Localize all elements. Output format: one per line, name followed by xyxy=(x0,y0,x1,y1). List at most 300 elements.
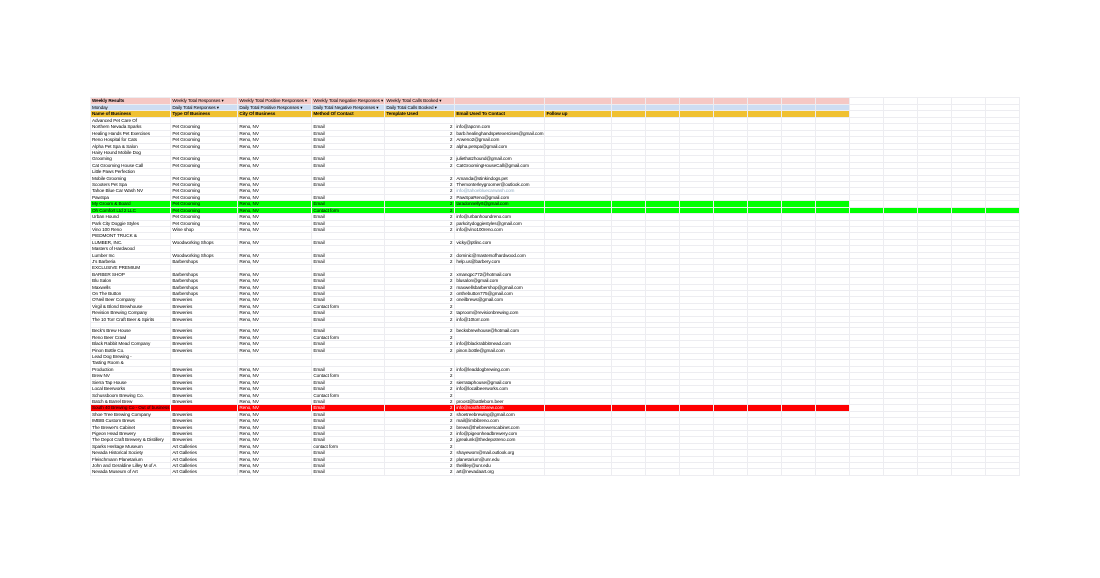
cell-method[interactable]: Email xyxy=(312,456,385,462)
cell-type[interactable]: Breweries xyxy=(171,303,238,309)
cell-type[interactable]: Art Galleries xyxy=(171,469,238,475)
cell-name[interactable]: Fleischmann Planetarium xyxy=(91,456,171,462)
cell-city[interactable]: Reno, NV xyxy=(238,271,312,277)
cell-type[interactable]: Barbershops xyxy=(171,271,238,277)
cell-type[interactable]: Art Galleries xyxy=(171,462,238,468)
cell-method[interactable]: Email xyxy=(312,182,385,188)
cell-email[interactable]: info@blackrabbitmead.com xyxy=(455,341,545,347)
cell-method[interactable]: Email xyxy=(312,201,385,207)
cell-name[interactable]: Vino 100 Reno xyxy=(91,226,171,232)
cell-method[interactable]: Email xyxy=(312,239,385,245)
cell-type[interactable]: Breweries xyxy=(171,341,238,347)
cell-method[interactable]: Email xyxy=(312,162,385,168)
cell-type[interactable]: Breweries xyxy=(171,386,238,392)
cell-empty[interactable] xyxy=(646,111,680,118)
cell-email[interactable]: info@urbanhoundreno.com xyxy=(455,214,545,220)
cell-city[interactable]: Reno, NV xyxy=(238,162,312,168)
cell-empty[interactable] xyxy=(850,469,884,475)
cell-email[interactable]: dominic@mastersofhardwood.com xyxy=(455,252,545,258)
cell-method[interactable]: Email xyxy=(312,252,385,258)
cell-email[interactable]: xmanqpc772@hotmail.com xyxy=(455,271,545,277)
cell-type[interactable]: Breweries xyxy=(171,297,238,303)
cell-name[interactable]: Healing Hands Pet Exercises xyxy=(91,130,171,136)
cell-name[interactable]: PawSpa xyxy=(91,194,171,200)
cell-city[interactable]: Reno, NV xyxy=(238,316,312,322)
cell-template[interactable]: 2 xyxy=(385,398,455,404)
cell-email[interactable]: proost@battleborn.beer xyxy=(455,398,545,404)
cell-empty[interactable] xyxy=(714,469,748,475)
cell-type[interactable]: Breweries xyxy=(171,310,238,316)
cell-template[interactable]: 2 xyxy=(385,456,455,462)
cell-method[interactable]: Contact form xyxy=(312,373,385,379)
cell-city[interactable]: Reno, NV xyxy=(238,214,312,220)
cell-city[interactable]: Reno, NV xyxy=(238,418,312,424)
cell-city[interactable]: Reno, NV xyxy=(238,137,312,143)
cell-method[interactable]: Method Of Contact xyxy=(312,111,385,118)
cell-empty[interactable] xyxy=(816,111,850,118)
cell-method[interactable]: Daily Total Negative Responses ▾ xyxy=(312,104,385,111)
cell-method[interactable]: Contact form xyxy=(312,392,385,398)
cell-email[interactable]: alpha.petspa@gmail.com xyxy=(455,143,545,149)
cell-template[interactable]: 2 xyxy=(385,201,455,207)
cell-city[interactable]: Reno, NV xyxy=(238,310,312,316)
cell-city[interactable]: Reno, NV xyxy=(238,297,312,303)
cell-method[interactable]: Email xyxy=(312,316,385,322)
cell-name[interactable]: Name of Business xyxy=(91,111,171,118)
cell-type[interactable]: Pet Grooming xyxy=(171,175,238,181)
cell-empty[interactable] xyxy=(918,469,952,475)
cell-name[interactable]: Beck's Brew House xyxy=(91,328,171,334)
cell-city[interactable]: Reno, NV xyxy=(238,469,312,475)
cell-empty[interactable] xyxy=(884,111,918,118)
cell-name[interactable]: My Groom & Board xyxy=(91,201,171,207)
cell-template[interactable]: 2 xyxy=(385,137,455,143)
cell-template[interactable]: 2 xyxy=(385,462,455,468)
cell-type[interactable]: Woodworking Shops xyxy=(171,239,238,245)
cell-template[interactable]: 2 xyxy=(385,220,455,226)
cell-type[interactable]: Pet Grooming xyxy=(171,124,238,130)
cell-email[interactable]: Arweno2@gmail.com xyxy=(455,137,545,143)
cell-template[interactable]: 2 xyxy=(385,341,455,347)
cell-template[interactable]: 2 xyxy=(385,130,455,136)
cell-email[interactable]: shayewom@mail.outlook.org xyxy=(455,450,545,456)
cell-template[interactable]: Weekly Total Calls Booked ▾ xyxy=(385,98,455,105)
cell-name[interactable]: J's Barberia xyxy=(91,258,171,264)
cell-name[interactable]: IMBIB Custom Brews xyxy=(91,418,171,424)
cell-empty[interactable] xyxy=(850,111,884,118)
cell-email[interactable]: maxwellsbarbershop@gmail.com xyxy=(455,284,545,290)
cell-city[interactable]: Reno, NV xyxy=(238,201,312,207)
cell-method[interactable]: Contact form xyxy=(312,207,385,213)
cell-email[interactable]: shoetreebrewing@gmail.com xyxy=(455,411,545,417)
cell-type[interactable]: Pet Grooming xyxy=(171,156,238,162)
cell-email[interactable]: juliethatzhound@gmail.com xyxy=(455,156,545,162)
cell-empty[interactable] xyxy=(714,111,748,118)
cell-city[interactable]: Reno, NV xyxy=(238,182,312,188)
cell-method[interactable]: Email xyxy=(312,379,385,385)
cell-name[interactable]: PIEDMONT TRUCK & xyxy=(91,233,171,239)
cell-template[interactable]: 2 xyxy=(385,392,455,398)
cell-email[interactable]: CatGroomingHouseCall@gmail.com xyxy=(455,162,545,168)
cell-type[interactable]: Art Galleries xyxy=(171,450,238,456)
cell-city[interactable]: Reno, NV xyxy=(238,284,312,290)
cell-empty[interactable] xyxy=(680,111,714,118)
cell-email[interactable]: info@pigeonheadbrewery.com xyxy=(455,430,545,436)
cell-template[interactable]: 2 xyxy=(385,334,455,340)
cell-empty[interactable] xyxy=(816,469,850,475)
cell-template[interactable]: 2 xyxy=(385,194,455,200)
cell-city[interactable]: Reno, NV xyxy=(238,175,312,181)
cell-type[interactable]: Barbershops xyxy=(171,290,238,296)
cell-method[interactable]: Email xyxy=(312,430,385,436)
cell-method[interactable]: Contact form xyxy=(312,334,385,340)
cell-type[interactable]: Pet Grooming xyxy=(171,188,238,194)
cell-name[interactable]: Blu Salon xyxy=(91,278,171,284)
cell-type[interactable]: Pet Grooming xyxy=(171,207,238,213)
cell-name[interactable]: Lumber Inc xyxy=(91,252,171,258)
cell-empty[interactable] xyxy=(646,469,680,475)
cell-email[interactable]: jgrealunk@thedepotreno.com xyxy=(455,437,545,443)
cell-name[interactable]: John and Geraldine Lilley M of A xyxy=(91,462,171,468)
cell-method[interactable]: Email xyxy=(312,437,385,443)
cell-template[interactable]: 2 xyxy=(385,411,455,417)
cell-city[interactable]: Reno, NV xyxy=(238,278,312,284)
cell-name[interactable]: Sparks Heritage Museum xyxy=(91,443,171,449)
cell-city[interactable]: Reno, NV xyxy=(238,366,312,372)
cell-name[interactable]: Grooming xyxy=(91,156,171,162)
cell-template[interactable]: 2 xyxy=(385,379,455,385)
cell-name[interactable]: Hairy Hound Mobile Dog xyxy=(91,150,171,156)
cell-type[interactable]: Breweries xyxy=(171,316,238,322)
cell-type[interactable]: Woodworking Shops xyxy=(171,252,238,258)
cell-template[interactable]: 2 xyxy=(385,366,455,372)
cell-template[interactable]: 2 xyxy=(385,437,455,443)
cell-city[interactable]: Reno, NV xyxy=(238,392,312,398)
cell-name[interactable]: Tasting Room & xyxy=(91,360,171,366)
cell-template[interactable]: 2 xyxy=(385,373,455,379)
cell-type[interactable]: Breweries xyxy=(171,373,238,379)
cell-method[interactable]: Email xyxy=(312,418,385,424)
cell-template[interactable]: 2 xyxy=(385,207,455,213)
cell-type[interactable]: Breweries xyxy=(171,334,238,340)
cell-type[interactable]: Breweries xyxy=(171,366,238,372)
cell-method[interactable]: Email xyxy=(312,405,385,411)
cell-email[interactable]: taproom@revisionbrewing.com xyxy=(455,310,545,316)
cell-name[interactable]: Cat Grooming House Call xyxy=(91,162,171,168)
cell-template[interactable]: 2 xyxy=(385,124,455,130)
cell-email[interactable]: brews@thebrewerscabinet.com xyxy=(455,424,545,430)
cell-city[interactable]: Reno, NV xyxy=(238,303,312,309)
cell-city[interactable]: Reno, NV xyxy=(238,130,312,136)
cell-email[interactable]: onthebutton775@gmail.com xyxy=(455,290,545,296)
cell-city[interactable]: Reno, NV xyxy=(238,252,312,258)
cell-name[interactable]: Reno Hospital for Cats xyxy=(91,137,171,143)
cell-name[interactable]: Monday xyxy=(91,104,171,111)
cell-name[interactable]: Park City Doggie Styles xyxy=(91,220,171,226)
cell-type[interactable]: Pet Grooming xyxy=(171,182,238,188)
cell-method[interactable]: Email xyxy=(312,220,385,226)
cell-template[interactable]: 2 xyxy=(385,258,455,264)
cell-method[interactable]: Weekly Total Negative Responses ▾ xyxy=(313,98,384,104)
cell-name[interactable]: The Depot Craft Brewery & Distillery xyxy=(91,437,171,443)
cell-method[interactable]: Email xyxy=(312,398,385,404)
cell-name[interactable]: Sierra Tap House xyxy=(91,379,171,385)
cell-empty[interactable] xyxy=(782,469,816,475)
cell-method[interactable]: Email xyxy=(312,328,385,334)
cell-empty[interactable] xyxy=(782,111,816,118)
cell-method[interactable]: Email xyxy=(312,194,385,200)
cell-city[interactable]: Reno, NV xyxy=(238,143,312,149)
cell-method[interactable]: Email xyxy=(312,469,385,475)
cell-type[interactable]: Pet Grooming xyxy=(171,220,238,226)
cell-type[interactable]: Breweries xyxy=(171,411,238,417)
cell-empty[interactable] xyxy=(612,469,646,475)
cell-type[interactable]: Daily Total Responses ▾ xyxy=(171,104,238,111)
cell-name[interactable]: Mobile Grooming xyxy=(91,175,171,181)
cell-city[interactable]: Reno, NV xyxy=(238,156,312,162)
cell-method[interactable]: Email xyxy=(312,341,385,347)
cell-name[interactable]: Local Beerworks xyxy=(91,386,171,392)
cell-type[interactable]: Wine shop xyxy=(171,226,238,232)
cell-city[interactable]: Reno, NV xyxy=(238,334,312,340)
cell-city[interactable]: Reno, NV xyxy=(238,443,312,449)
cell-method[interactable]: Email xyxy=(312,175,385,181)
cell-city[interactable]: Reno, NV xyxy=(238,226,312,232)
cell-type[interactable]: Pet Grooming xyxy=(171,194,238,200)
cell-city[interactable]: Reno, NV xyxy=(238,290,312,296)
cell-type[interactable]: Breweries xyxy=(171,379,238,385)
cell-email[interactable]: sierrataphouse@gmail.com xyxy=(455,379,545,385)
cell-template[interactable]: 2 xyxy=(385,271,455,277)
cell-template[interactable]: 2 xyxy=(385,386,455,392)
cell-name[interactable]: Revision Brewing Company xyxy=(91,310,171,316)
cell-name[interactable]: O'Neil Beer Company xyxy=(91,297,171,303)
cell-method[interactable]: Contact form xyxy=(312,303,385,309)
cell-email[interactable]: info@apcnn.com xyxy=(455,124,545,130)
cell-email[interactable]: info@10torr.com xyxy=(455,316,545,322)
cell-city[interactable]: Weekly Total Positive Responses ▾ xyxy=(238,98,312,105)
cell-name[interactable]: EXCLUSIVE PREMIUM xyxy=(91,265,171,271)
cell-method[interactable]: Email xyxy=(312,462,385,468)
cell-name[interactable]: Northern Nevada Sparks xyxy=(91,124,171,130)
cell-template[interactable]: 2 xyxy=(385,450,455,456)
cell-city[interactable]: Reno, NV xyxy=(238,258,312,264)
cell-method[interactable]: Email xyxy=(312,156,385,162)
cell-email[interactable]: mail@imbibreno.com xyxy=(455,418,545,424)
cell-email[interactable]: taradonnellyrt@gmail.com xyxy=(455,201,545,207)
cell-name[interactable]: Nevada Historical Society xyxy=(91,450,171,456)
cell-name[interactable]: Maxwells xyxy=(91,284,171,290)
cell-city[interactable]: Reno, NV xyxy=(238,341,312,347)
cell-name[interactable]: On The Button xyxy=(91,290,171,296)
cell-name[interactable]: South 40 Brewing Co - Out of business xyxy=(92,405,170,411)
cell-method[interactable]: Email xyxy=(312,450,385,456)
cell-email[interactable]: Themonterleygroomer@outlook.com xyxy=(455,182,545,188)
cell-city[interactable]: Reno, NV xyxy=(238,373,312,379)
cell-template[interactable]: Daily Total Calls Booked ▾ xyxy=(385,104,455,111)
cell-empty[interactable] xyxy=(748,111,782,118)
cell-empty[interactable] xyxy=(748,469,782,475)
cell-empty[interactable] xyxy=(884,469,918,475)
cell-name[interactable]: Lead Dog Brewing - xyxy=(91,354,171,360)
cell-name[interactable]: Production xyxy=(91,366,171,372)
cell-city[interactable]: Reno, NV xyxy=(238,207,312,213)
cell-name[interactable]: Alpha Pet Spa & Salon xyxy=(91,143,171,149)
cell-email[interactable]: vicky@ptlinc.com xyxy=(455,239,545,245)
cell-email[interactable]: PawSpaReno@gmail.com xyxy=(455,194,545,200)
cell-name[interactable]: Little Paws Perfection xyxy=(91,169,171,175)
cell-type[interactable]: Pet Grooming xyxy=(171,214,238,220)
cell-city[interactable]: Reno, NV xyxy=(238,462,312,468)
cell-template[interactable]: 2 xyxy=(385,175,455,181)
cell-email[interactable]: barb.healinghandspetexercises@gmail.com xyxy=(456,130,544,136)
cell-template[interactable]: 2 xyxy=(385,430,455,436)
cell-method[interactable]: Email xyxy=(312,214,385,220)
cell-email[interactable]: planetarium@unr.edu xyxy=(455,456,545,462)
cell-template[interactable]: 2 xyxy=(385,303,455,309)
cell-template[interactable]: 2 xyxy=(385,297,455,303)
cell-method[interactable]: Email xyxy=(312,137,385,143)
cell-city[interactable]: Reno, NV xyxy=(238,328,312,334)
cell-followup[interactable]: Follow up xyxy=(545,111,612,118)
cell-email[interactable]: Amanda@stinkindogs.pet xyxy=(455,175,545,181)
cell-city[interactable]: Daily Total Positive Responses ▾ xyxy=(238,104,312,111)
cell-method[interactable]: Email xyxy=(312,143,385,149)
cell-name[interactable]: Masters of Hardwood xyxy=(91,246,171,252)
cell-method[interactable]: Email xyxy=(312,386,385,392)
cell-template[interactable]: 2 xyxy=(385,418,455,424)
cell-name[interactable]: Nevada Museum of Art xyxy=(91,469,171,475)
cell-city[interactable]: Reno, NV xyxy=(238,424,312,430)
cell-template[interactable]: 2 xyxy=(385,469,455,475)
cell-template[interactable]: Template Used xyxy=(385,111,455,118)
cell-type[interactable]: Breweries xyxy=(171,398,238,404)
cell-city[interactable]: Reno, NV xyxy=(238,437,312,443)
cell-city[interactable]: Reno, NV xyxy=(238,194,312,200)
cell-email[interactable]: info@tahoebluecarwash.com xyxy=(455,188,545,194)
cell-email[interactable]: help.us@barbery.com xyxy=(455,258,545,264)
cell-name[interactable]: Batch & Barrel Brew xyxy=(91,398,171,404)
cell-email[interactable]: pinon.bottle@gmail.com xyxy=(455,347,545,353)
cell-type[interactable]: Breweries xyxy=(171,392,238,398)
cell-template[interactable]: 2 xyxy=(385,405,455,411)
cell-type[interactable]: Breweries xyxy=(171,424,238,430)
cell-empty[interactable] xyxy=(952,469,986,475)
cell-email[interactable]: oneilbrews@gmail.com xyxy=(455,297,545,303)
cell-method[interactable]: Email xyxy=(312,271,385,277)
cell-email[interactable]: info@localbeerworks.com xyxy=(455,386,545,392)
cell-type[interactable]: Art Galleries xyxy=(171,443,238,449)
cell-method[interactable]: Email xyxy=(312,130,385,136)
cell-name[interactable]: Virgil & Blond Brewhouse xyxy=(91,303,171,309)
cell-city[interactable]: Reno, NV xyxy=(238,456,312,462)
cell-name[interactable] xyxy=(91,323,171,328)
cell-empty[interactable] xyxy=(952,111,986,118)
cell-email[interactable]: info@leaddogbrewing.com xyxy=(455,366,545,372)
cell-template[interactable]: 2 xyxy=(385,143,455,149)
cell-city[interactable]: Reno, NV xyxy=(238,386,312,392)
cell-method[interactable]: Email xyxy=(312,284,385,290)
cell-city[interactable]: Reno, NV xyxy=(238,405,312,411)
cell-empty[interactable] xyxy=(918,111,952,118)
cell-type[interactable]: Pet Grooming xyxy=(171,143,238,149)
cell-name[interactable]: Urban Hound xyxy=(91,214,171,220)
cell-type[interactable]: Barbershops xyxy=(171,284,238,290)
cell-template[interactable]: 2 xyxy=(385,214,455,220)
cell-template[interactable]: 2 xyxy=(385,278,455,284)
cell-type[interactable]: Barbershops xyxy=(171,258,238,264)
cell-name[interactable]: The Brewer's Cabinet xyxy=(91,424,171,430)
cell-city[interactable]: Reno, NV xyxy=(238,239,312,245)
cell-method[interactable]: Email xyxy=(312,310,385,316)
cell-name[interactable]: Shoe Tree Brewing Company xyxy=(91,411,171,417)
cell-empty[interactable] xyxy=(986,111,1020,118)
cell-template[interactable]: 2 xyxy=(385,328,455,334)
cell-followup[interactable] xyxy=(545,469,612,475)
cell-template[interactable]: 2 xyxy=(385,252,455,258)
cell-empty[interactable] xyxy=(986,469,1020,475)
cell-name[interactable]: Scooters Pet Spa xyxy=(91,182,171,188)
cell-type[interactable]: Pet Grooming xyxy=(171,130,238,136)
cell-template[interactable]: 2 xyxy=(385,156,455,162)
cell-template[interactable]: 2 xyxy=(385,443,455,449)
cell-method[interactable]: Email xyxy=(312,258,385,264)
cell-template[interactable]: 2 xyxy=(385,182,455,188)
cell-name[interactable]: Weekly Results xyxy=(91,98,171,105)
cell-email[interactable]: info@south40brew.com xyxy=(455,405,545,411)
cell-email[interactable]: becksbrewhouse@hotmail.com xyxy=(455,328,545,334)
cell-city[interactable]: Reno, NV xyxy=(238,430,312,436)
cell-template[interactable]: 2 xyxy=(385,284,455,290)
cell-city[interactable]: Reno, NV xyxy=(238,347,312,353)
cell-city[interactable]: Reno, NV xyxy=(238,379,312,385)
cell-template[interactable]: 2 xyxy=(385,162,455,168)
cell-template[interactable]: 2 xyxy=(385,424,455,430)
cell-type[interactable]: Breweries xyxy=(171,430,238,436)
cell-type[interactable]: Weekly Total Responses ▾ xyxy=(171,98,238,105)
cell-name[interactable]: BARBER SHOP xyxy=(91,271,171,277)
cell-type[interactable]: Art Galleries xyxy=(171,456,238,462)
cell-method[interactable]: Email xyxy=(312,411,385,417)
cell-name[interactable]: Pinon Bottle Co. xyxy=(91,347,171,353)
cell-email[interactable]: parkcitydoggiestyles@gmail.com xyxy=(455,220,545,226)
cell-method[interactable]: Email xyxy=(312,297,385,303)
cell-method[interactable]: Email xyxy=(312,226,385,232)
cell-city[interactable]: Reno, NV xyxy=(238,450,312,456)
cell-method[interactable]: Email xyxy=(312,347,385,353)
cell-template[interactable]: 2 xyxy=(385,290,455,296)
cell-type[interactable]: Breweries xyxy=(171,328,238,334)
cell-name[interactable]: The 10 Torr Craft Beer & Spirits xyxy=(91,316,171,322)
cell-type[interactable]: Pet Grooming xyxy=(171,201,238,207)
cell-name[interactable]: Advanced Pet Care Of xyxy=(91,118,171,124)
cell-type[interactable]: Barbershops xyxy=(171,278,238,284)
cell-email[interactable]: blusalon@gmail.com xyxy=(455,278,545,284)
cell-template[interactable]: 2 xyxy=(385,310,455,316)
cell-empty[interactable] xyxy=(612,111,646,118)
cell-type[interactable]: Pet Grooming xyxy=(171,137,238,143)
cell-city[interactable]: Reno, NV xyxy=(238,411,312,417)
cell-name[interactable]: Schussboom Brewing Co. xyxy=(91,392,171,398)
cell-type[interactable]: Breweries xyxy=(171,437,238,443)
cell-method[interactable]: Email xyxy=(312,290,385,296)
cell-name[interactable]: LUMBER, INC. xyxy=(91,239,171,245)
cell-name[interactable]: Reno Beer Crawl xyxy=(91,334,171,340)
cell-email[interactable]: Email Used To Contact xyxy=(455,111,545,118)
cell-method[interactable]: Email xyxy=(312,366,385,372)
cell-template[interactable]: 2 xyxy=(385,188,455,194)
cell-type[interactable]: Breweries xyxy=(171,347,238,353)
